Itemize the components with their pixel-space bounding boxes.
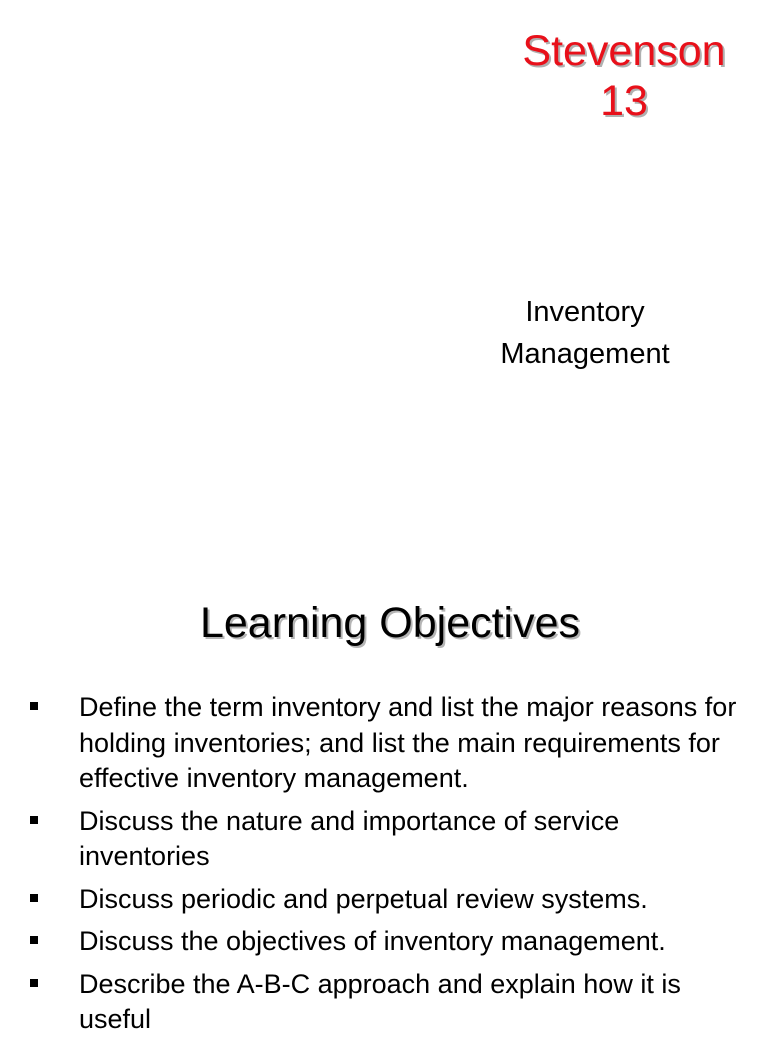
objective-text: Discuss periodic and perpetual review systems. xyxy=(79,883,648,914)
objective-item xyxy=(0,804,768,875)
square-bullet-icon xyxy=(30,702,38,710)
objectives-list xyxy=(0,690,768,1045)
objective-item xyxy=(0,967,768,1038)
objective-item xyxy=(0,690,768,797)
square-bullet-icon xyxy=(30,979,38,987)
objective-item xyxy=(0,924,768,960)
objective-text: Define the term inventory and list the major reasons for holding inventories; and list the main requirements for effective inventory management. xyxy=(79,692,737,793)
deck-subtitle xyxy=(440,291,730,375)
deck-title-line-2: 13 xyxy=(600,77,648,125)
objectives-heading: Learning Objectives xyxy=(199,599,581,647)
deck-subtitle-line-1: Inventory xyxy=(525,296,645,328)
square-bullet-icon xyxy=(30,936,38,944)
objective-text: Discuss the objectives of inventory management. xyxy=(79,926,666,956)
objective-text: Describe the A-B-C approach and explain how it is useful xyxy=(79,968,681,1034)
square-bullet-icon xyxy=(30,816,38,824)
deck-title-line-1: Stevenson xyxy=(522,27,726,75)
objective-item xyxy=(0,882,768,918)
deck-subtitle-line-2: Management xyxy=(500,338,670,370)
objective-text: Discuss the nature and importance of service inventories xyxy=(79,805,620,871)
square-bullet-icon xyxy=(30,894,38,902)
deck-title xyxy=(480,26,768,126)
